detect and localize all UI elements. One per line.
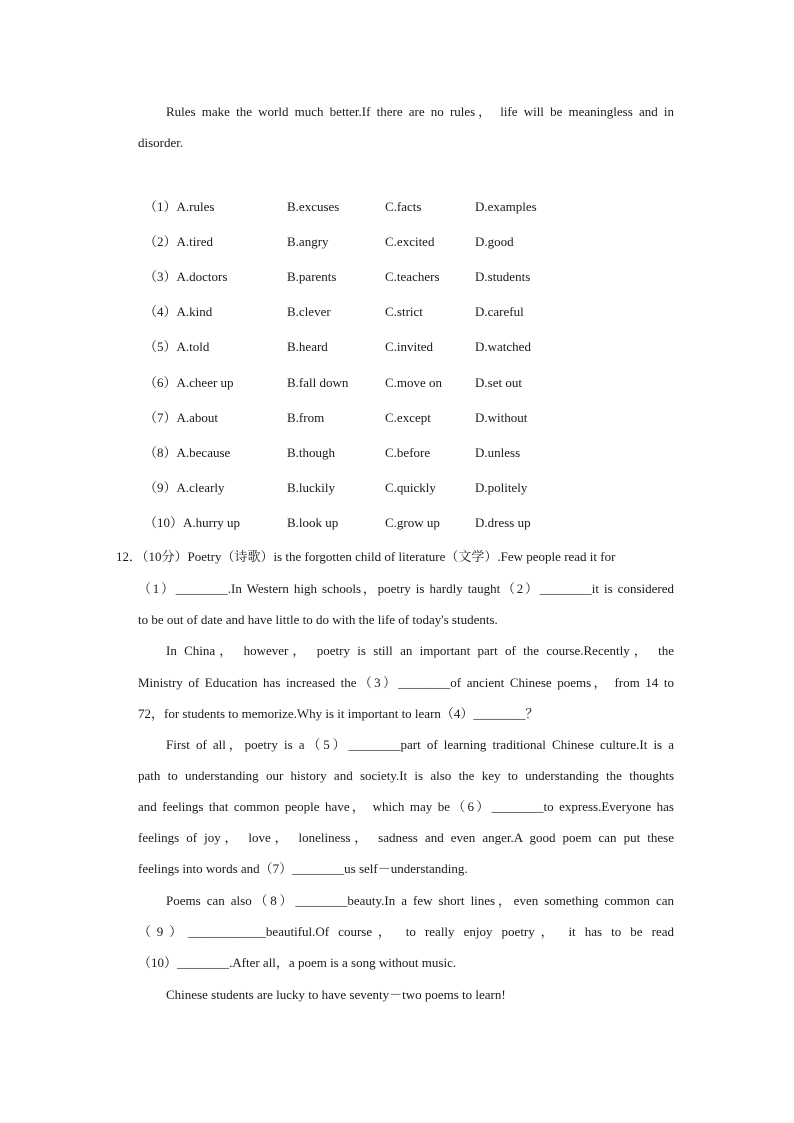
passage-line: feelings of joy， love， loneliness， sadness and even anger.A good poem can put these xyxy=(138,830,674,845)
option-a-text: A.because xyxy=(176,445,231,460)
passage-line: and feelings that common people have， which may be（6）________to express.Everyone has xyxy=(138,799,674,814)
option-c: C.facts xyxy=(385,199,422,214)
option-c: C.invited xyxy=(385,339,434,354)
passage-intro-line-1: Rules make the world much better.If there are no rules， life will be meaningless and in xyxy=(166,104,674,119)
option-a xyxy=(144,515,240,531)
option-d: D.without xyxy=(475,410,528,425)
option-a-text: A.tired xyxy=(176,234,213,249)
option-b: B.look up xyxy=(287,515,339,530)
option-b: B.clever xyxy=(287,304,331,319)
option-a xyxy=(144,269,227,285)
option-c: C.grow up xyxy=(385,515,440,530)
option-b: B.excuses xyxy=(287,199,340,214)
question-number: （8） xyxy=(144,445,177,460)
option-d: D.set out xyxy=(475,375,522,390)
question-number: （7） xyxy=(144,410,177,425)
option-d: D.students xyxy=(475,269,531,284)
option-c: C.before xyxy=(385,445,431,460)
option-a-text: A.doctors xyxy=(176,269,228,284)
question-number: （2） xyxy=(144,234,177,249)
option-c: C.excited xyxy=(385,234,435,249)
question-number: （3） xyxy=(144,269,177,284)
option-b: B.angry xyxy=(287,234,329,249)
option-a xyxy=(144,234,213,250)
passage-line: （1）________.In Western high schools，poetry is hardly taught（2）________it is considered xyxy=(138,581,674,596)
passage-line: （10）________.After all，a poem is a song without music. xyxy=(138,955,457,970)
option-c: C.strict xyxy=(385,304,423,319)
passage-line: Poems can also（8）________beauty.In a few short lines，even something common can xyxy=(166,893,674,908)
option-a xyxy=(144,445,230,461)
option-c: C.quickly xyxy=(385,480,436,495)
option-a-text: A.kind xyxy=(176,304,213,319)
option-b: B.though xyxy=(287,445,336,460)
question-number: （6） xyxy=(144,375,177,390)
option-a-text: A.rules xyxy=(176,199,215,214)
passage-line: （9）____________beautiful.Of course， to really enjoy poetry， it has to be read xyxy=(138,924,674,939)
option-a xyxy=(144,375,234,391)
option-a xyxy=(144,480,225,496)
option-a xyxy=(144,304,212,320)
option-d: D.careful xyxy=(475,304,524,319)
option-d: D.watched xyxy=(475,339,531,354)
passage-line: Ministry of Education has increased the（3）________of ancient Chinese poems， from 14 to xyxy=(138,675,674,690)
option-b: B.from xyxy=(287,410,325,425)
passage-line: In China， however， poetry is still an important part of the course.Recently， the xyxy=(166,643,674,658)
question-number: （5） xyxy=(144,339,177,354)
option-a xyxy=(144,410,218,426)
option-c: C.teachers xyxy=(385,269,440,284)
passage-line: Chinese students are lucky to have seventy－two poems to learn! xyxy=(166,987,506,1002)
option-a xyxy=(144,339,209,355)
question-number: （9） xyxy=(144,480,177,495)
option-a-text: A.cheer up xyxy=(176,375,234,390)
option-d: D.examples xyxy=(475,199,537,214)
option-d: D.good xyxy=(475,234,514,249)
option-a-text: A.hurry up xyxy=(183,515,241,530)
option-c: C.except xyxy=(385,410,431,425)
option-b: B.fall down xyxy=(287,375,349,390)
option-d: D.dress up xyxy=(475,515,531,530)
passage-line: First of all，poetry is a（5）________part of learning traditional Chinese culture.It is a xyxy=(166,737,674,752)
option-a-text: A.about xyxy=(176,410,219,425)
option-a xyxy=(144,199,214,215)
option-a-text: A.clearly xyxy=(176,480,225,495)
option-b: B.parents xyxy=(287,269,337,284)
passage-line: to be out of date and have little to do with the life of today's students. xyxy=(138,612,498,627)
passage-intro-line-2: disorder. xyxy=(138,135,184,150)
option-d: D.politely xyxy=(475,480,528,495)
passage-line: path to understanding our history and society.It is also the key to understanding the thoughts xyxy=(138,768,674,783)
option-b: B.luckily xyxy=(287,480,336,495)
passage-line: feelings into words and（7）________us self－understanding. xyxy=(138,861,468,876)
option-b: B.heard xyxy=(287,339,328,354)
question-12-title-line: 12．（10分）Poetry（诗歌）is the forgotten child of literature（文学）.Few people read it for xyxy=(116,549,616,564)
question-number: （1） xyxy=(144,199,177,214)
question-number: （4） xyxy=(144,304,177,319)
option-a-text: A.told xyxy=(176,339,210,354)
option-c: C.move on xyxy=(385,375,443,390)
question-number: （10） xyxy=(144,515,184,530)
option-d: D.unless xyxy=(475,445,521,460)
passage-line: 72，for students to memorize.Why is it important to learn（4）________？ xyxy=(138,706,539,721)
